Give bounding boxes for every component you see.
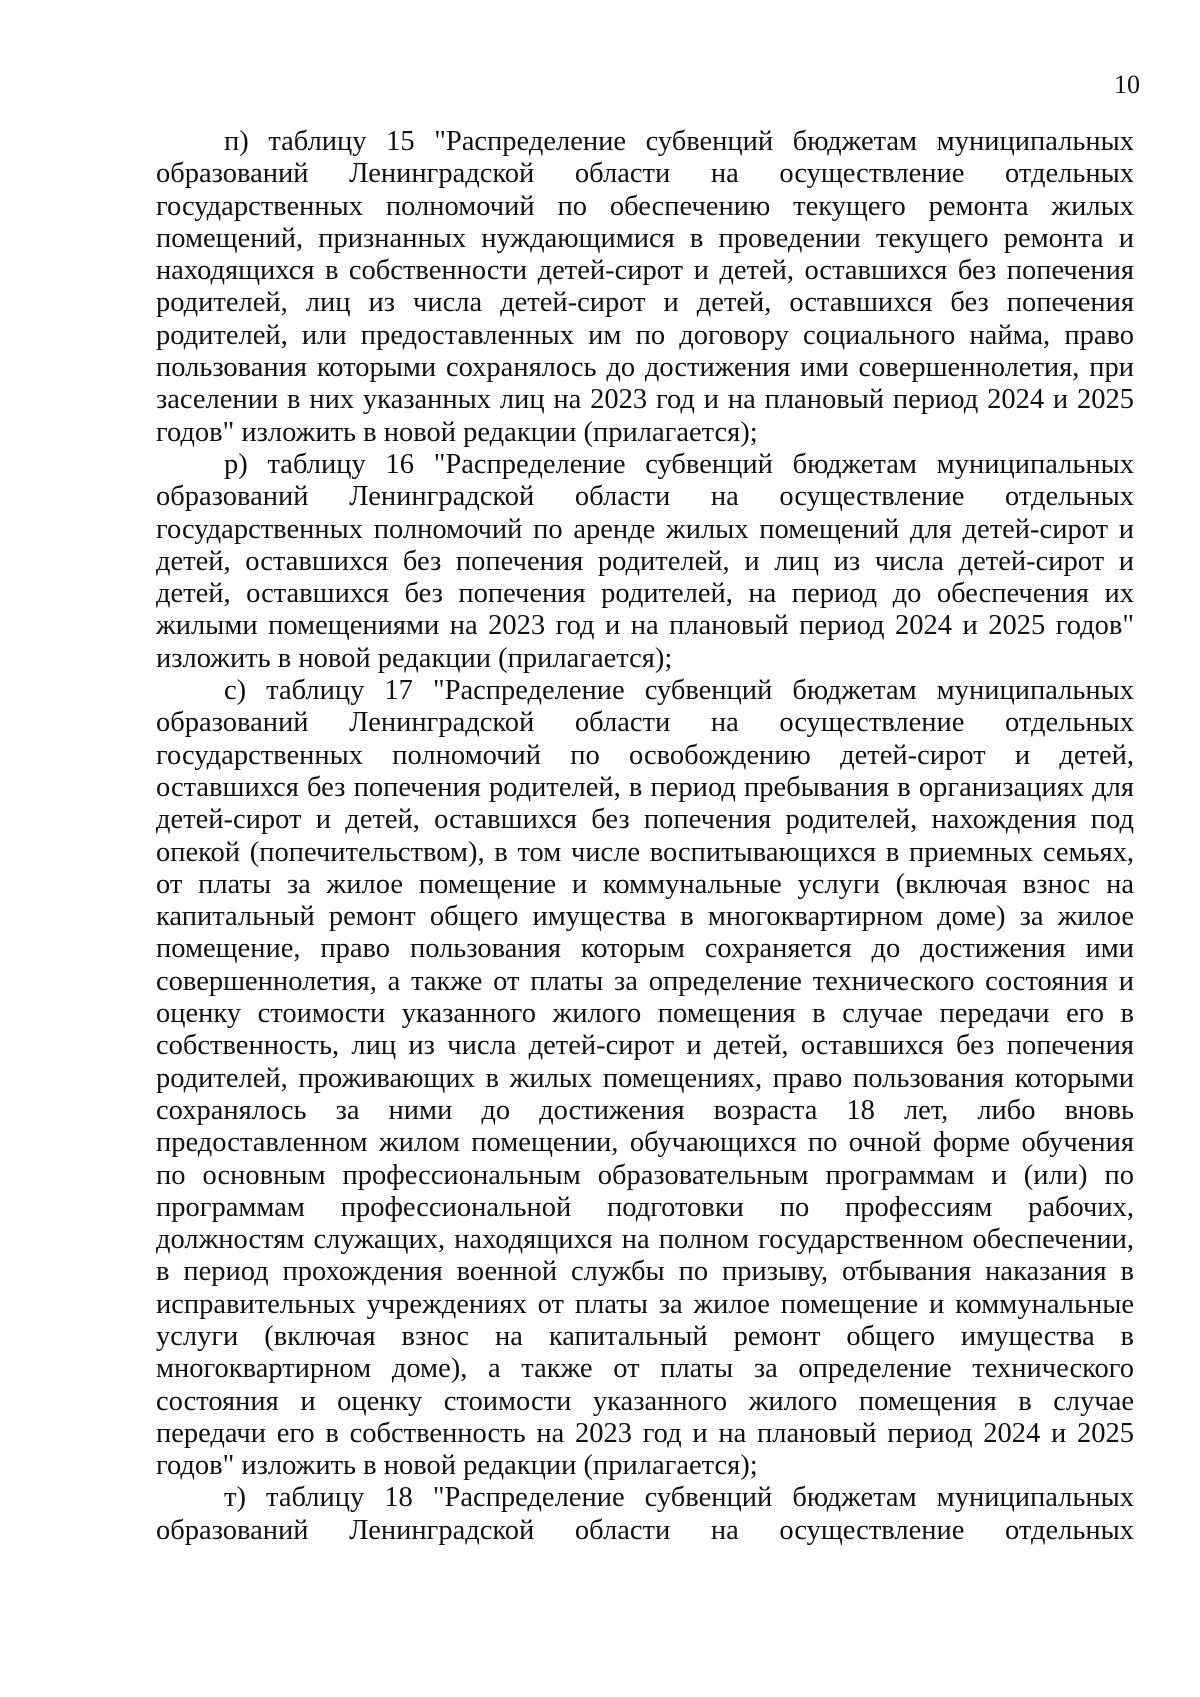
document-body	[156, 126, 1134, 1547]
paragraph-item-r: р) таблицу 16 "Распределение субвенций бюджетам муниципальных образований Ленинградской области на осуществление отдельных государственных полномочий по аренде жилых помещений для детей-сирот и детей, оставшихся без попечения родителей, и лиц из числа детей-сирот и детей, оставшихся без попечения родителей, на период до обеспечения их жилыми помещениями на 2023 год и на плановый период 2024 и 2025 годов" изложить в новой редакции (прилагается);	[156, 448, 1134, 674]
paragraph-item-p: п) таблицу 15 "Распределение субвенций бюджетам муниципальных образований Ленинградской области на осуществление отдельных государственных полномочий по обеспечению текущего ремонта жилых помещений, признанных нуждающимися в проведении текущего ремонта и находящихся в собственности детей-сирот и детей, оставшихся без попечения родителей, лиц из числа детей-сирот и детей, оставшихся без попечения родителей, или предоставленных им по договору социального найма, право пользования которыми сохранялось до достижения ими совершеннолетия, при заселении в них указанных лиц на 2023 год и на плановый период 2024 и 2025 годов" изложить в новой редакции (прилагается);	[156, 126, 1134, 448]
paragraph-item-s: с) таблицу 17 "Распределение субвенций бюджетам муниципальных образований Ленинградской области на осуществление отдельных государственных полномочий по освобождению детей-сирот и детей, оставшихся без попечения родителей, в период пребывания в организациях для детей-сирот и детей, оставшихся без попечения родителей, нахождения под опекой (попечительством), в том числе воспитывающихся в приемных семьях, от платы за жилое помещение и коммунальные услуги (включая взнос на капитальный ремонт общего имущества в многоквартирном доме) за жилое помещение, право пользования которым сохраняется до достижения ими совершеннолетия, а также от платы за определение технического состояния и оценку стоимости указанного жилого помещения в случае передачи его в собственность, лиц из числа детей-сирот и детей, оставшихся без попечения родителей, проживающих в жилых помещениях, право пользования которыми сохранялось за ними до достижения возраста 18 лет, либо вновь предоставленном жилом помещении, обучающихся по очной форме обучения по основным профессиональным образовательным программам и (или) по программам профессиональной подготовки по профессиям рабочих, должностям служащих, находящихся на полном государственном обеспечении, в период прохождения военной службы по призыву, отбывания наказания в исправительных учреждениях от платы за жилое помещение и коммунальные услуги (включая взнос на капитальный ремонт общего имущества в многоквартирном доме), а также от платы за определение технического состояния и оценку стоимости указанного жилого помещения в случае передачи его в собственность на 2023 год и на плановый период 2024 и 2025 годов" изложить в новой редакции (прилагается);	[156, 675, 1134, 1482]
paragraph-item-t: т) таблицу 18 "Распределение субвенций бюджетам муниципальных образований Ленинградской области на осуществление отдельных	[156, 1482, 1134, 1546]
page-number: 10	[1114, 70, 1140, 99]
